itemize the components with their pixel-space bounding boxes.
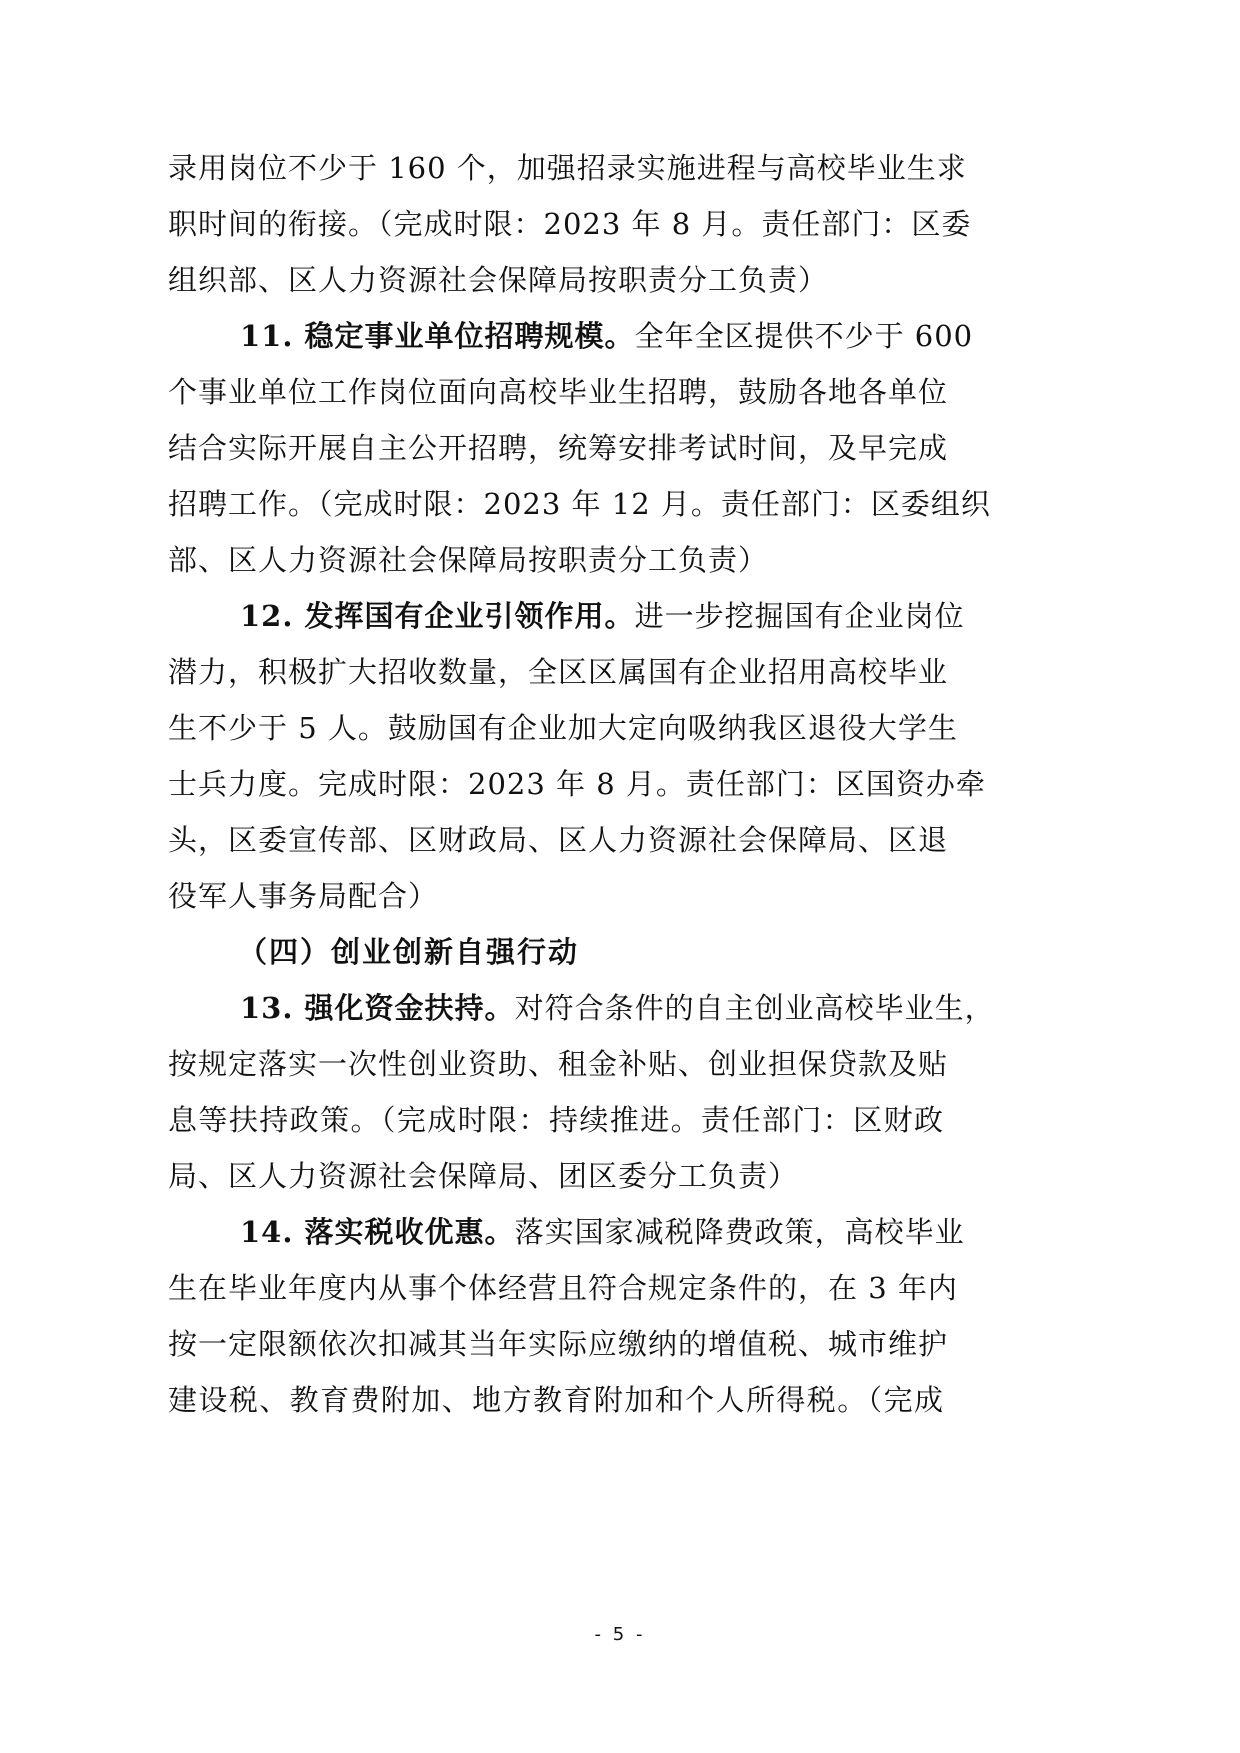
page-number: - 5 - xyxy=(594,1624,646,1645)
text-line: 役军人事务局配合） xyxy=(168,879,439,913)
item-14-first-line xyxy=(240,1204,965,1260)
item-12-text: 进一步挖掘国有企业岗位 xyxy=(634,599,965,633)
text-line: 按一定限额依次扣减其当年实际应缴纳的增值税、城市维护 xyxy=(168,1327,949,1361)
text-line: 个事业单位工作岗位面向高校毕业生招聘，鼓励各地各单位 xyxy=(168,375,949,409)
item-13-first-line xyxy=(240,980,995,1036)
text-line: 息等扶持政策。（完成时限：持续推进。责任部门：区财政 xyxy=(168,1103,944,1137)
text-line: 潜力，积极扩大招收数量，全区区属国有企业招用高校毕业 xyxy=(168,655,949,689)
item-11-first-line xyxy=(240,308,974,364)
text-line: 生在毕业年度内从事个体经营且符合规定条件的，在 3 年内 xyxy=(168,1271,958,1305)
text-line: 录用岗位不少于 160 个，加强招录实施进程与高校毕业生求 xyxy=(168,151,967,185)
item-14-title: 14. 落实税收优惠。 xyxy=(240,1215,515,1249)
text-line: 结合实际开展自主公开招聘，统筹安排考试时间，及早完成 xyxy=(168,431,949,465)
section-heading: （四）创业创新自强行动 xyxy=(238,935,580,969)
text-line: 士兵力度。完成时限：2023 年 8 月。责任部门：区国资办牵 xyxy=(168,767,986,801)
item-13-title: 13. 强化资金扶持。 xyxy=(240,991,515,1025)
item-13-text: 对符合条件的自主创业高校毕业生， xyxy=(514,991,995,1025)
item-12-first-line xyxy=(240,588,965,644)
text-line: 建设税、教育费附加、地方教育附加和个人所得税。（完成 xyxy=(168,1383,944,1417)
text-line: 招聘工作。（完成时限：2023 年 12 月。责任部门：区委组织 xyxy=(168,487,991,521)
item-12-title: 12. 发挥国有企业引领作用。 xyxy=(240,599,635,633)
text-line: 组织部、区人力资源社会保障局按职责分工负责） xyxy=(168,263,829,297)
item-14-text: 落实国家减税降费政策，高校毕业 xyxy=(514,1215,965,1249)
text-line: 按规定落实一次性创业资助、租金补贴、创业担保贷款及贴 xyxy=(168,1047,949,1081)
text-line: 生不少于 5 人。鼓励国有企业加大定向吸纳我区退役大学生 xyxy=(168,711,958,745)
item-11-title: 11. 稳定事业单位招聘规模。 xyxy=(240,319,635,353)
text-line: 部、区人力资源社会保障局按职责分工负责） xyxy=(168,543,769,577)
text-line: 头，区委宣传部、区财政局、区人力资源社会保障局、区退 xyxy=(168,823,949,857)
item-11-text: 全年全区提供不少于 600 xyxy=(634,319,974,353)
text-line: 职时间的衔接。（完成时限：2023 年 8 月。责任部门：区委 xyxy=(168,207,972,241)
text-line: 局、区人力资源社会保障局、团区委分工负责） xyxy=(168,1159,799,1193)
